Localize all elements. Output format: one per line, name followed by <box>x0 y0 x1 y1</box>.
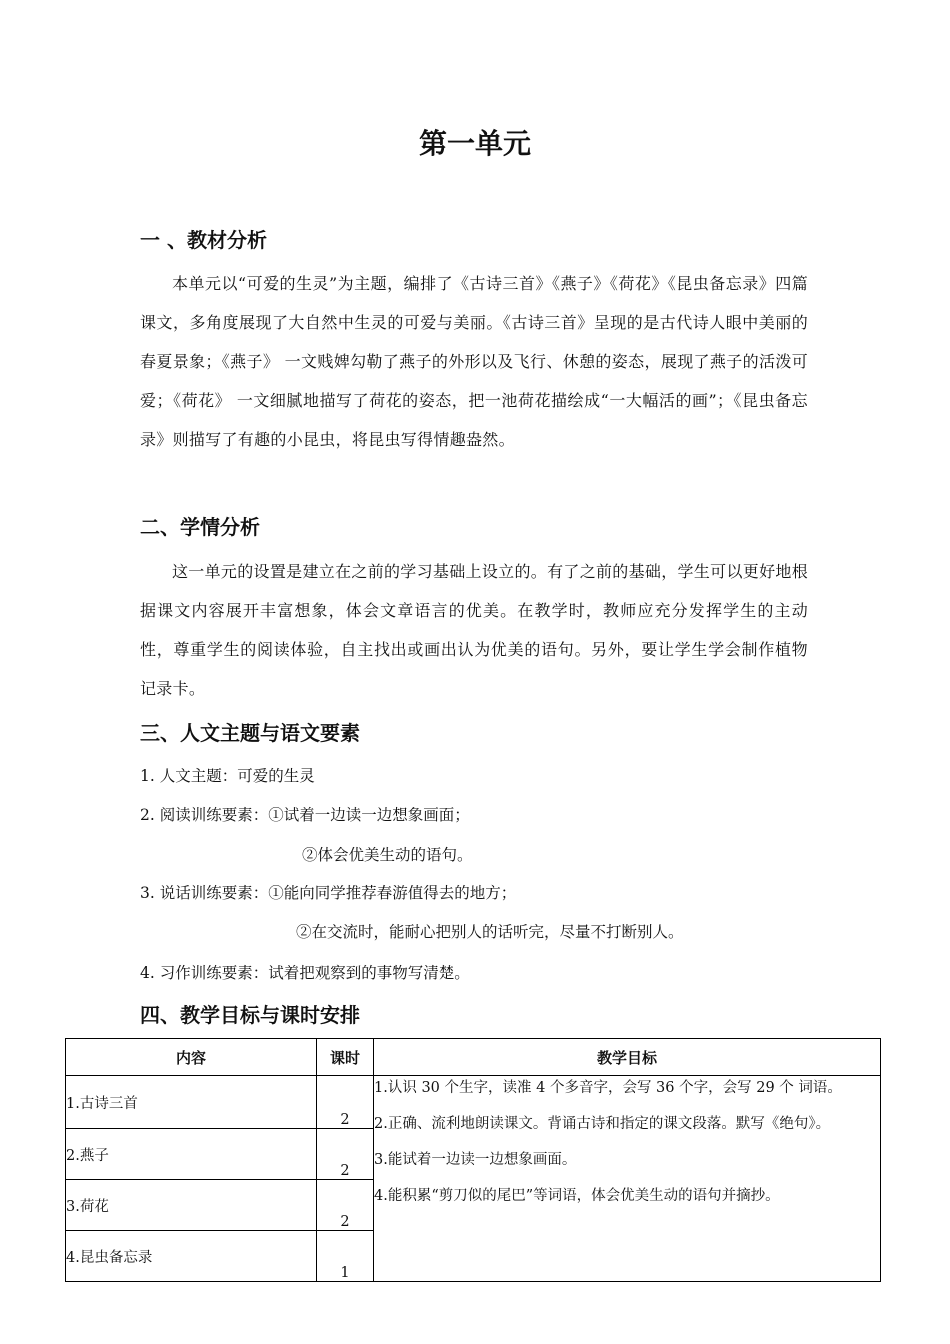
lesson-hours-cell: 1 <box>317 1231 374 1282</box>
section-heading-students: 二、学情分析 <box>140 515 260 539</box>
page-title: 第一单元 <box>418 127 531 160</box>
lesson-hours-cell: 2 <box>317 1076 374 1129</box>
lesson-hours-cell: 2 <box>317 1129 374 1180</box>
table-row <box>66 1076 881 1129</box>
lesson-hours-cell: 2 <box>317 1180 374 1231</box>
teaching-goals-cell <box>374 1076 881 1282</box>
teaching-goal: 2.正确、流利地朗读课文。背诵古诗和指定的课文段落。默写《绝句》。 <box>374 1116 831 1132</box>
lesson-content-cell: 4.昆虫备忘录 <box>66 1231 317 1282</box>
goals-schedule-table <box>65 1038 881 1282</box>
section-heading-materials: 一 、教材分析 <box>140 228 267 252</box>
teaching-goal: 3.能试着一边读一边想象画面。 <box>374 1152 577 1168</box>
column-header-hours: 课时 <box>317 1039 374 1076</box>
lesson-content-cell: 1.古诗三首 <box>66 1076 317 1129</box>
writing-element-item: 4. 习作训练要素：试着把观察到的事物写清楚。 <box>140 964 470 982</box>
theme-item: 1. 人文主题：可爱的生灵 <box>140 767 315 785</box>
speaking-element-item-continued: ②在交流时，能耐心把别人的话听完，尽量不打断别人。 <box>296 923 684 941</box>
lesson-content-cell: 3.荷花 <box>66 1180 317 1231</box>
reading-element-item: 2. 阅读训练要素：①试着一边读一边想象画面； <box>140 806 470 824</box>
table-header-row <box>66 1039 881 1076</box>
section-heading-goals: 四、教学目标与课时安排 <box>140 1003 360 1027</box>
teaching-goal: 1.认识 30 个生字，读准 4 个多音字，会写 36 个字，会写 29 个 词语。 <box>374 1080 842 1096</box>
column-header-goals: 教学目标 <box>374 1039 881 1076</box>
reading-element-item-continued: ②体会优美生动的语句。 <box>302 846 473 864</box>
speaking-element-item: 3. 说话训练要素：①能向同学推荐春游值得去的地方； <box>140 884 517 902</box>
teaching-goal: 4.能积累“剪刀似的尾巴”等词语，体会优美生动的语句并摘抄。 <box>374 1188 780 1204</box>
materials-paragraph: 本单元以“可爱的生灵”为主题，编排了《古诗三首》《燕子》《荷花》《昆虫备忘录》四篇课文，多角度展现了大自然中生灵的可爱与美丽。《古诗三首》呈现的是古代诗人眼中美丽的春夏景象；《燕子》 一文贱婢勾勒了燕子的外形以及飞行、休憩的姿态，展现了燕子的活泼可爱；《荷花》 一文细腻地描写了荷花的姿态，把一池荷花描绘成“一大幅活的画”；《昆虫备忘录》则描写了有趣的小昆虫，将昆虫写得情趣盎然。 <box>140 274 808 449</box>
students-paragraph: 这一单元的设置是建立在之前的学习基础上设立的。有了之前的基础，学生可以更好地根据课文内容展开丰富想象，体会文章语言的优美。在教学时，教师应充分发挥学生的主动性，尊重学生的阅读体验，自主找出或画出认为优美的语句。另外，要让学生学会制作植物记录卡。 <box>140 562 808 698</box>
column-header-content: 内容 <box>66 1039 317 1076</box>
lesson-content-cell: 2.燕子 <box>66 1129 317 1180</box>
section-heading-themes: 三、人文主题与语文要素 <box>140 721 360 745</box>
